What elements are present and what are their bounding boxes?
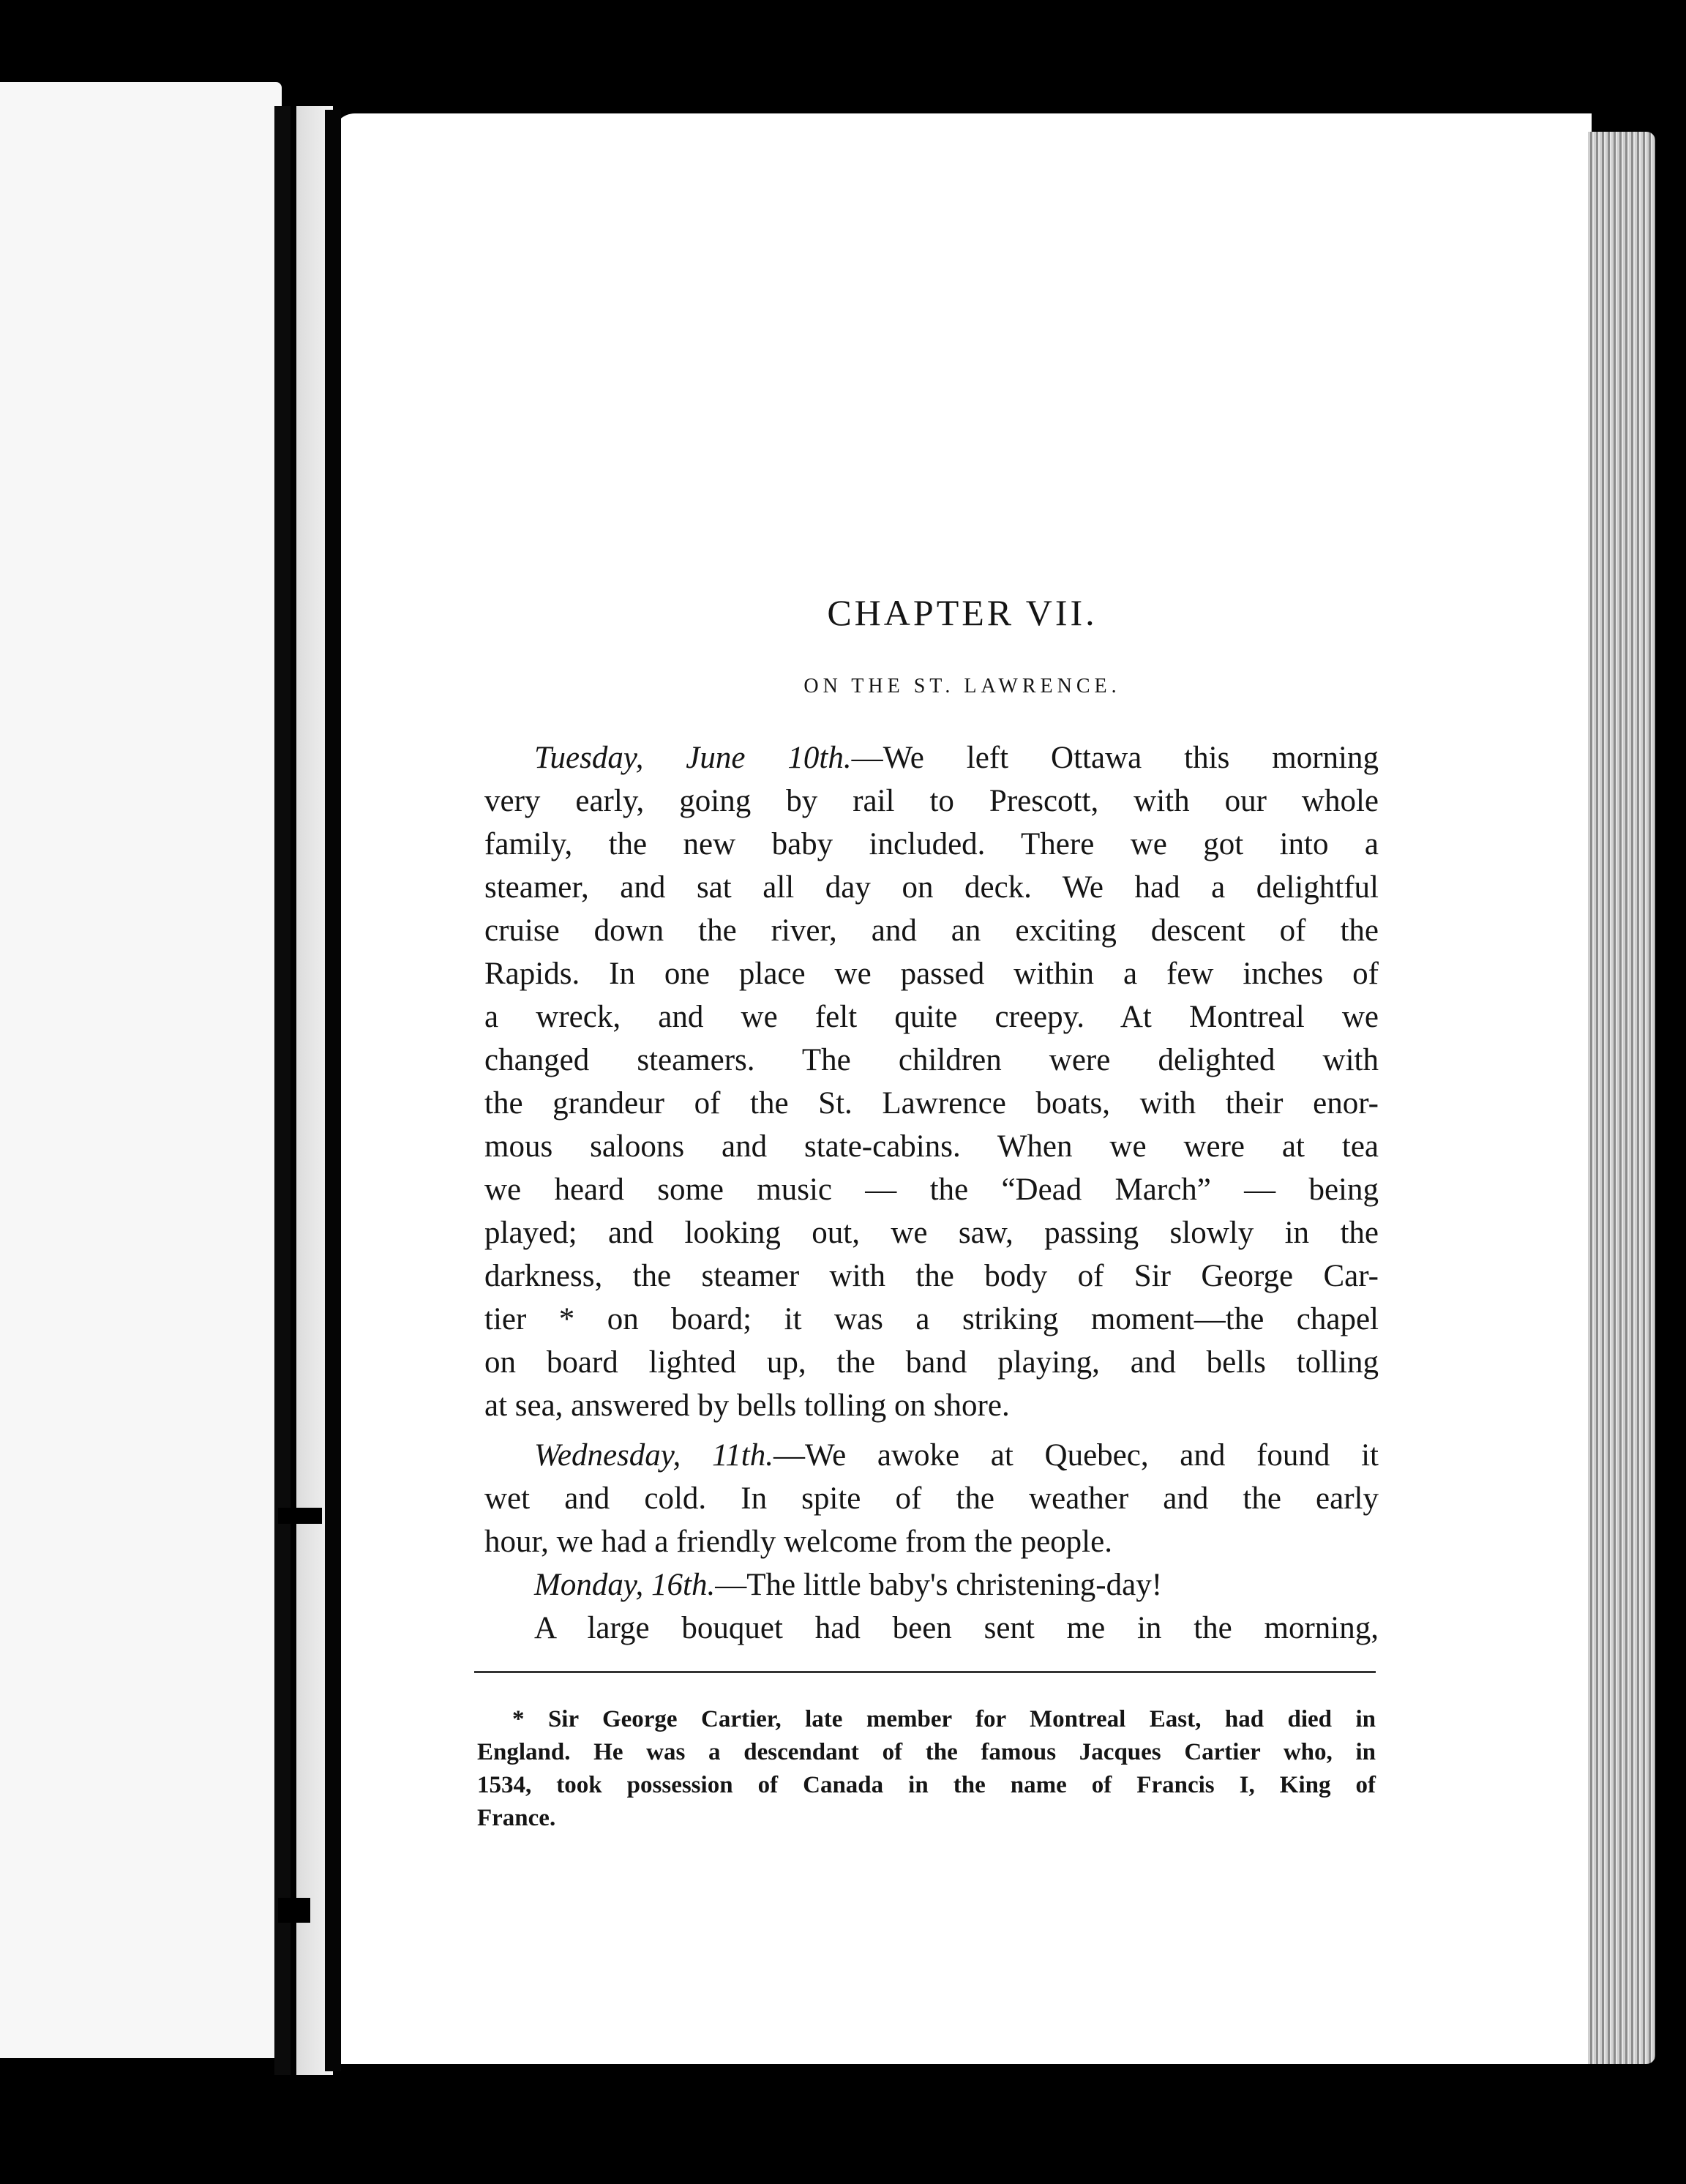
- text-line: we heard some music — the “Dead March” — being: [484, 1173, 1379, 1207]
- text-line: cruise down the river, and an exciting descent of the: [484, 913, 1379, 948]
- text-line: very early, going by rail to Prescott, with our whole: [484, 784, 1379, 818]
- footnote-line: * Sir George Cartier, late member for Montreal East, had died in: [512, 1706, 1376, 1732]
- text-line: [534, 737, 1379, 779]
- text-line: at sea, answered by bells tolling on shore.: [484, 1388, 1010, 1423]
- text-line: steamer, and sat all day on deck. We had a delightful: [484, 870, 1379, 905]
- text-line-content: —The little baby's christening-day!: [715, 1568, 1163, 1602]
- text-line: the grandeur of the St. Lawrence boats, with their enor-: [484, 1086, 1379, 1121]
- text-line: [534, 1564, 1379, 1607]
- text-line: on board lighted up, the band playing, and bells tolling: [484, 1345, 1379, 1380]
- gutter-binding: [274, 106, 291, 2075]
- text-line: tier * on board; it was a striking moment—the chapel: [484, 1302, 1379, 1336]
- text-line: played; and looking out, we saw, passing slowly in the: [484, 1216, 1379, 1250]
- text-line: A large bouquet had been sent me in the morning,: [534, 1611, 1379, 1645]
- page-edge-stack: [1588, 132, 1655, 2064]
- chapter-title: CHAPTER VII.: [827, 592, 1098, 633]
- text-line: mous saloons and state-cabins. When we were at tea: [484, 1129, 1379, 1164]
- text-line: family, the new baby included. There we got into a: [484, 827, 1379, 861]
- text-line: [534, 1435, 1379, 1477]
- entry-date-monday: Monday, 16th.: [534, 1568, 716, 1602]
- text-line: changed steamers. The children were delighted with: [484, 1043, 1379, 1077]
- binding-clip-upper: [278, 1508, 322, 1524]
- binding-clip-lower: [278, 1898, 310, 1923]
- entry-date-wednesday: Wednesday, 11th.: [534, 1438, 773, 1473]
- footnote-line: 1534, took possession of Canada in the name of Francis I, King of: [477, 1772, 1376, 1798]
- footnote-rule: [474, 1671, 1376, 1673]
- text-line-content: —We awoke at Quebec, and found it: [773, 1438, 1379, 1473]
- gutter-line: [325, 110, 341, 2071]
- footnote-line: France.: [477, 1805, 556, 1831]
- text-line: wet and cold. In spite of the weather and the early: [484, 1481, 1379, 1516]
- left-page: [0, 82, 282, 2058]
- text-line: hour, we had a friendly welcome from the people.: [484, 1525, 1112, 1559]
- text-line: a wreck, and we felt quite creepy. At Montreal we: [484, 1000, 1379, 1034]
- text-line-content: —We left Ottawa this morning: [851, 741, 1379, 775]
- text-line: Rapids. In one place we passed within a few inches of: [484, 957, 1379, 991]
- entry-date-tuesday: Tuesday, June 10th.: [534, 741, 852, 775]
- footnote-line: England. He was a descendant of the famous Jacques Cartier who, in: [477, 1739, 1376, 1765]
- text-line: darkness, the steamer with the body of Sir George Car-: [484, 1259, 1379, 1293]
- chapter-subtitle: ON THE ST. LAWRENCE.: [803, 675, 1121, 698]
